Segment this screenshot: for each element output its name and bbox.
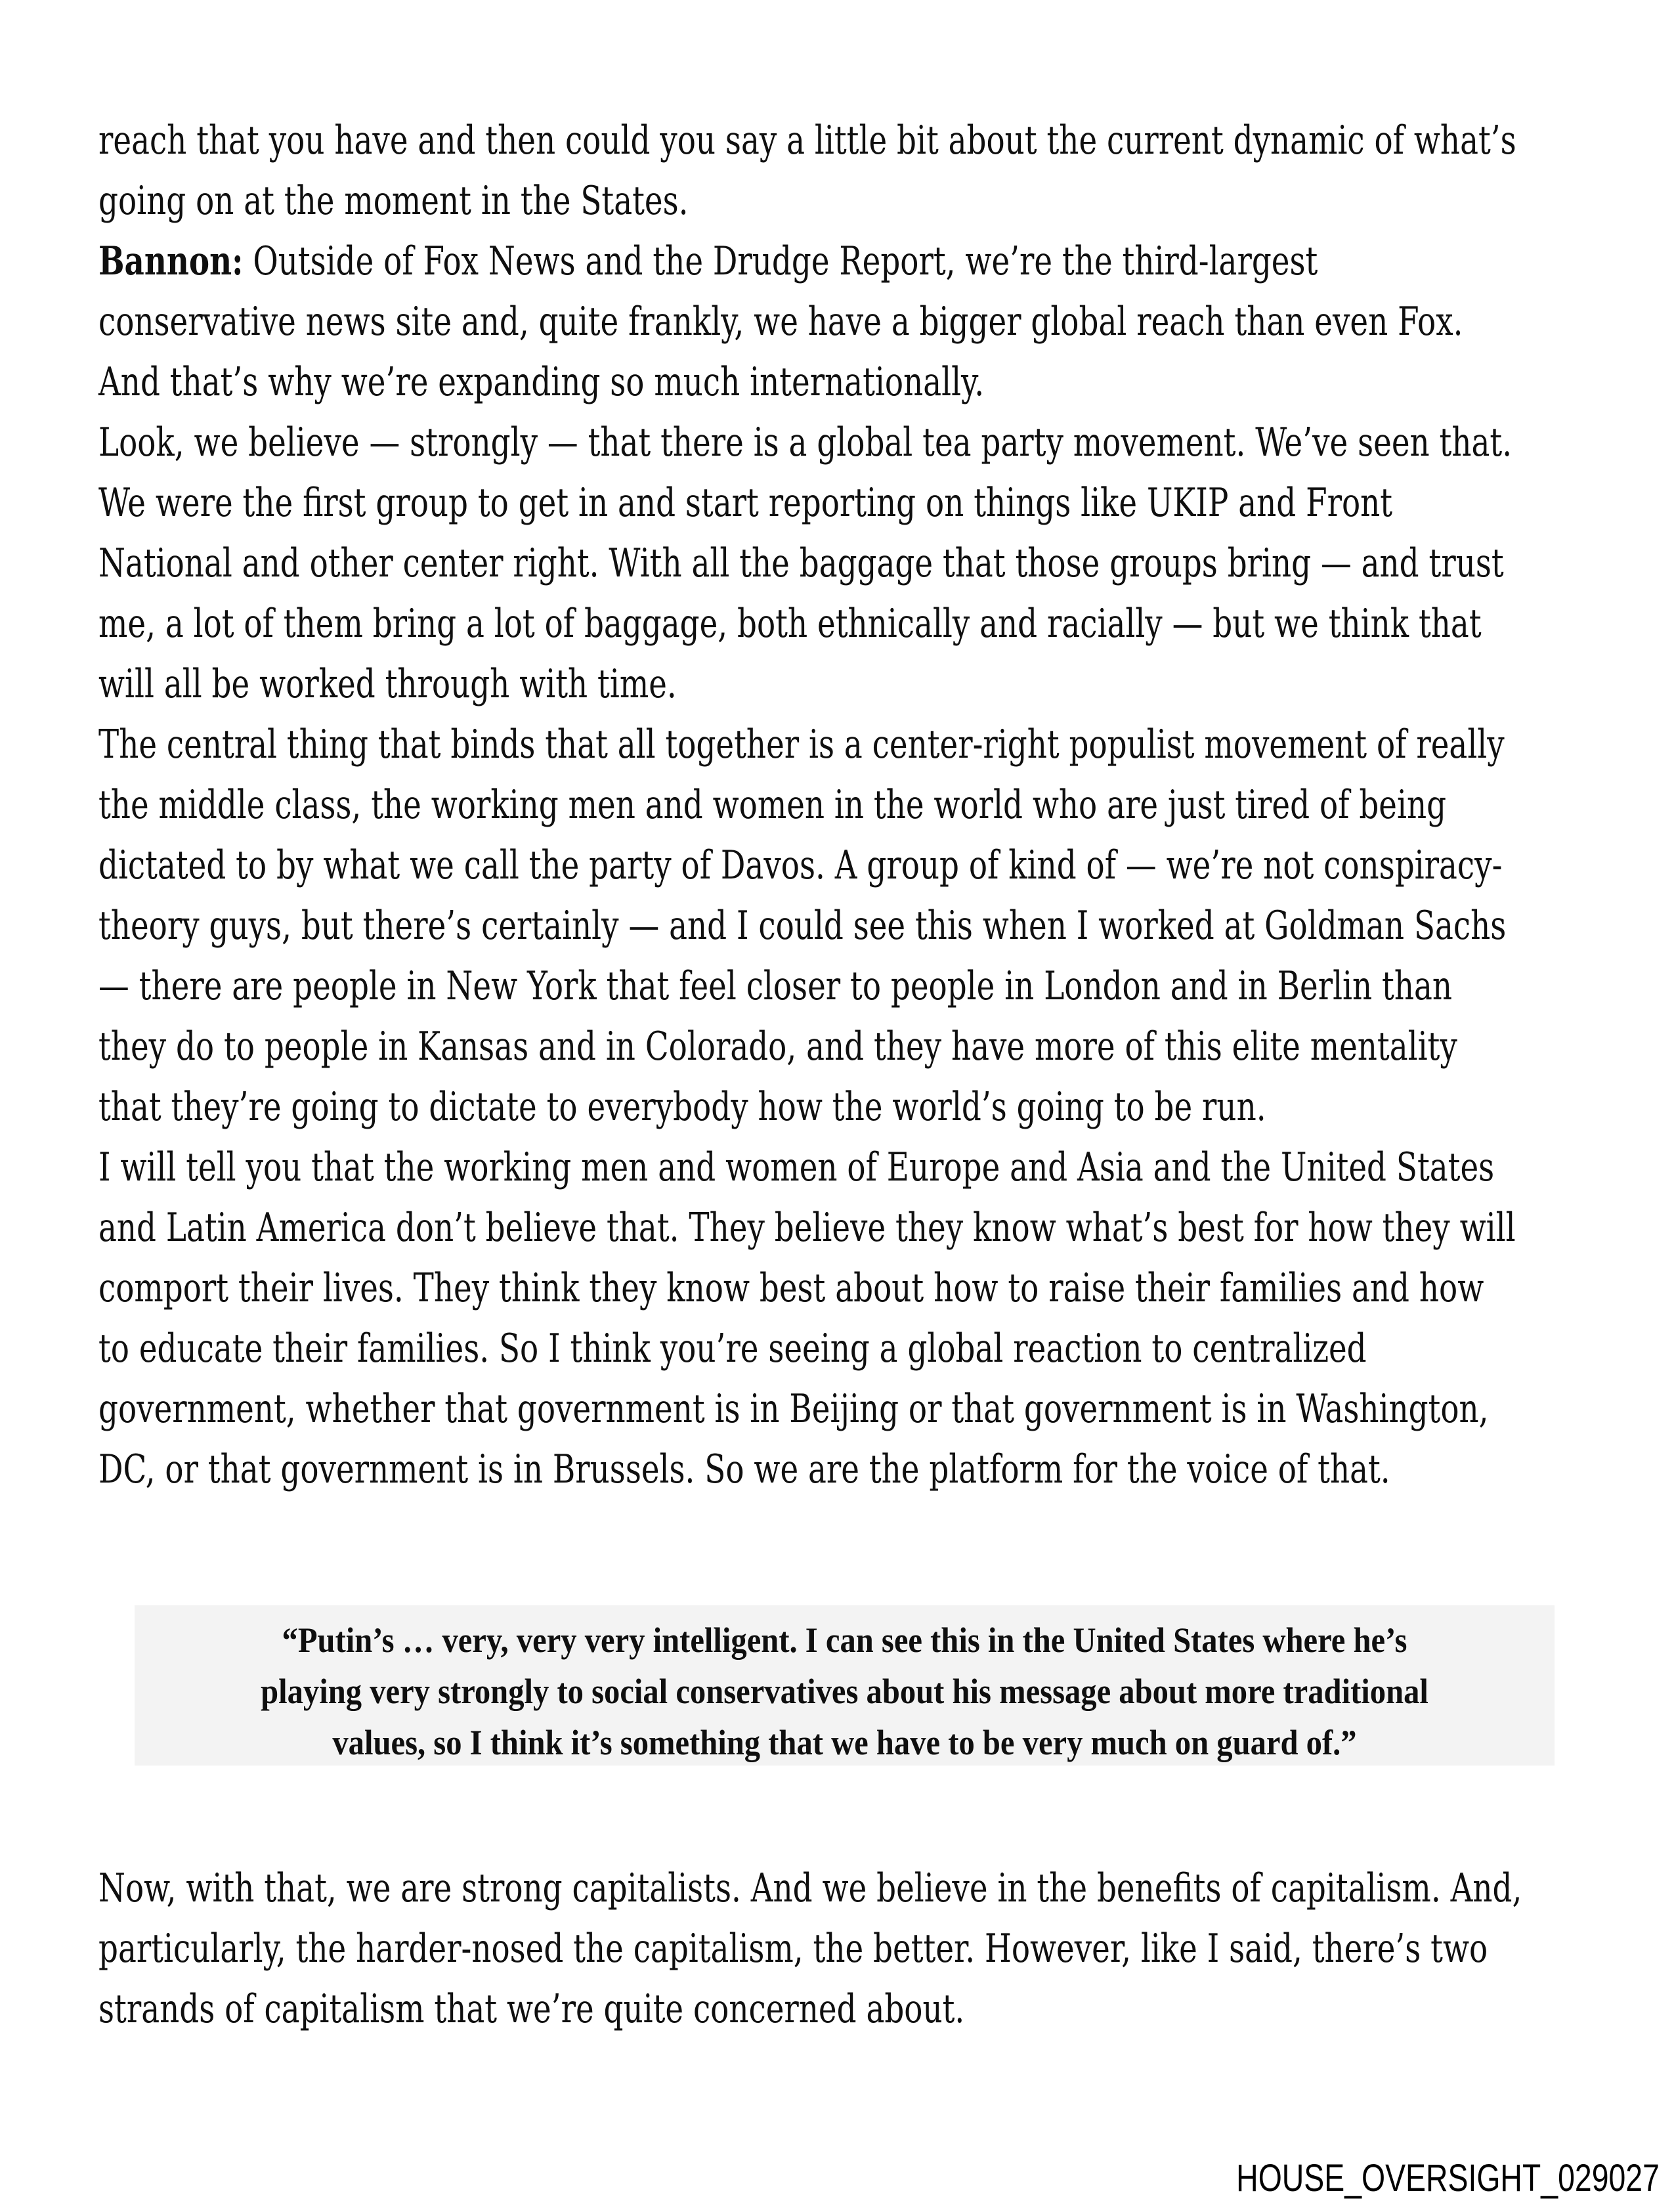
text-line: comport their lives. They think they know best about how to raise their families and how <box>98 1265 1484 1311</box>
text-line: And that’s why we’re expanding so much internationally. <box>98 359 985 405</box>
text-line: National and other center right. With all the baggage that those groups bring — and trust <box>98 540 1504 586</box>
text-line: Look, we believe — strongly — that there is a global tea party movement. We’ve seen that. <box>98 420 1513 466</box>
text-line: “Putin’s … very, very very intelligent. I can see this in the United States where he’s <box>282 1620 1407 1660</box>
bates-number: HOUSE_OVERSIGHT_029027 <box>1236 2157 1660 2200</box>
text-line: The central thing that binds that all together is a center-right populist movement of really <box>98 722 1505 768</box>
text-line: values, so I think it’s something that we have to be very much on guard of.” <box>332 1723 1357 1762</box>
text-line: the middle class, the working men and women in the world who are just tired of being <box>98 782 1447 828</box>
transcript-text <box>98 110 1582 1500</box>
text-line: playing very strongly to social conservatives about his message about more traditional <box>261 1672 1428 1711</box>
text-line: and Latin America don’t believe that. They believe they know what’s best for how they will <box>98 1205 1516 1251</box>
text-line: Bannon: Outside of Fox News and the Drudge Report, we’re the third-largest <box>98 238 1318 284</box>
text-line: Now, with that, we are strong capitalists. And we believe in the benefits of capitalism. And, <box>98 1865 1522 1911</box>
text-line: dictated to by what we call the party of Davos. A group of kind of — we’re not conspiracy- <box>98 842 1503 888</box>
text-line: — there are people in New York that feel closer to people in London and in Berlin than <box>98 963 1453 1009</box>
text-line: going on at the moment in the States. <box>98 178 689 224</box>
text-line: government, whether that government is in Beijing or that government is in Washington, <box>98 1386 1489 1432</box>
text-line: that they’re going to dictate to everybody how the world’s going to be run. <box>98 1084 1266 1130</box>
text-line: particularly, the harder-nosed the capitalism, the better. However, like I said, there’s two <box>98 1926 1488 1972</box>
text-line: I will tell you that the working men and women of Europe and Asia and the United States <box>98 1144 1495 1190</box>
text-line: will all be worked through with time. <box>98 661 677 707</box>
text-line: DC, or that government is in Brussels. So we are the platform for the voice of that. <box>98 1446 1390 1492</box>
text-line: me, a lot of them bring a lot of baggage, both ethnically and racially — but we think that <box>98 601 1482 647</box>
speaker-label: Bannon: <box>98 238 244 284</box>
text-line: reach that you have and then could you say a little bit about the current dynamic of what’s <box>98 118 1516 163</box>
closing-paragraph <box>98 1858 1582 2039</box>
text-line: to educate their families. So I think you’re seeing a global reaction to centralized <box>98 1326 1367 1372</box>
text-line: conservative news site and, quite frankly, we have a bigger global reach than even Fox. <box>98 299 1463 345</box>
text-line: they do to people in Kansas and in Colorado, and they have more of this elite mentality <box>98 1024 1457 1070</box>
text-line: We were the first group to get in and start reporting on things like UKIP and Front <box>98 480 1393 526</box>
pull-quote <box>135 1605 1555 1766</box>
text-line: theory guys, but there’s certainly — and I could see this when I worked at Goldman Sachs <box>98 903 1507 949</box>
text-line: strands of capitalism that we’re quite concerned about. <box>98 1986 965 2032</box>
